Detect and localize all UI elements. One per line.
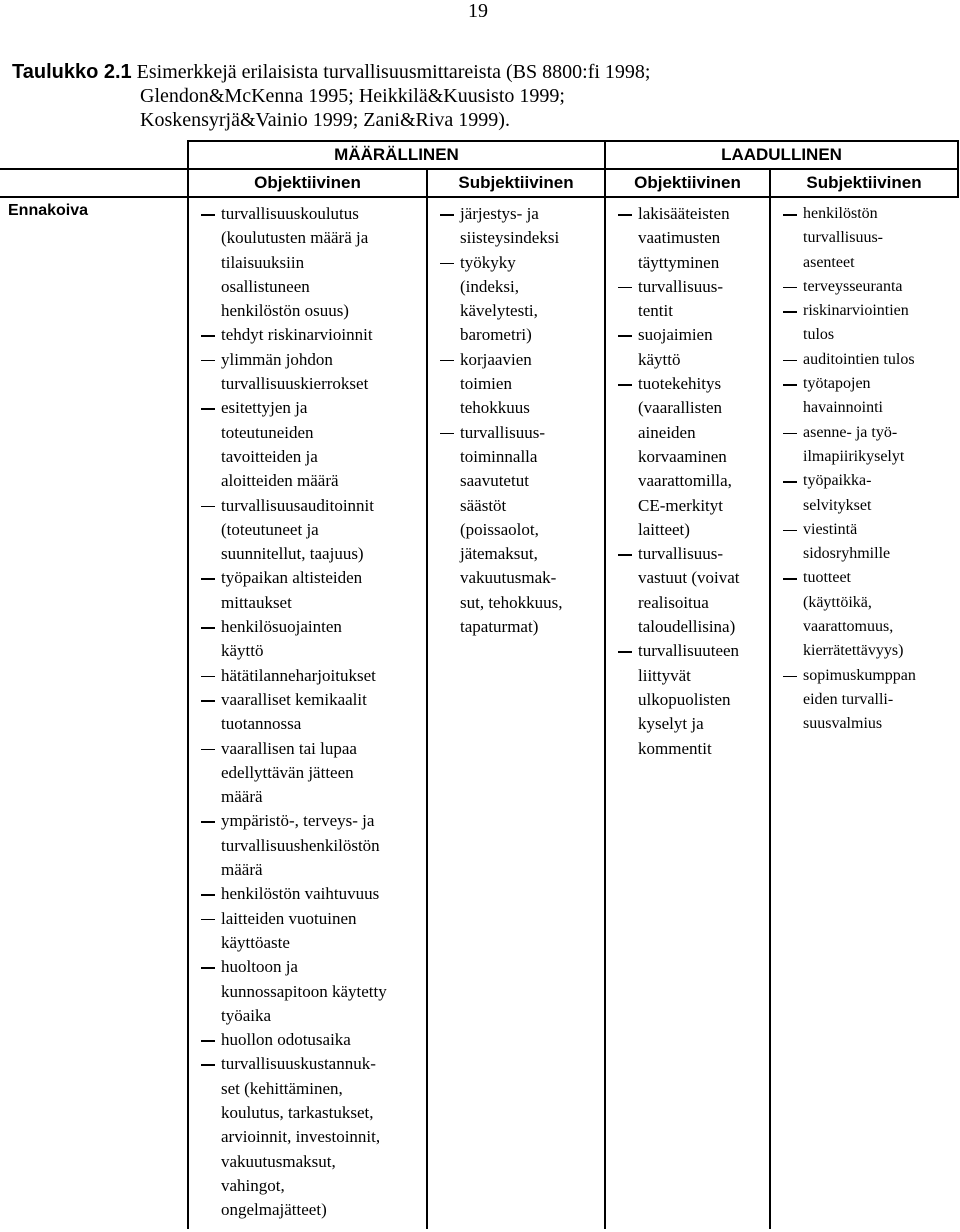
list-item-line: (käyttöikä, <box>803 593 872 611</box>
subheader-col4: Subjektiivinen <box>770 169 958 197</box>
list-item-line: henkilöstön osuus) <box>221 301 349 321</box>
list-item-line: arvioinnit, investoinnit, <box>221 1127 381 1147</box>
list-item-line: siisteysindeksi <box>460 228 560 248</box>
list-item <box>193 737 422 810</box>
cell-objective-qualitative <box>605 197 770 1229</box>
list-item <box>193 494 422 567</box>
list-item-line: vaarallisen tai lupaa <box>221 738 357 758</box>
header-maarallinen: MÄÄRÄLLINEN <box>188 141 605 169</box>
list-item <box>775 299 954 348</box>
list-item <box>610 323 765 372</box>
list-item-line: hätätilanneharjoitukset <box>221 665 376 685</box>
list-item-line: osallistuneen <box>221 276 310 296</box>
list-item-line: tavoitteiden ja <box>221 446 318 466</box>
list-item-line: ongelmajätteet) <box>221 1200 327 1220</box>
list-item <box>775 348 954 372</box>
list-item <box>775 566 954 663</box>
list-item-line: vakuutusmak- <box>460 568 557 588</box>
list-item <box>193 955 422 1028</box>
list-item-line: terveysseuranta <box>803 277 903 295</box>
caption-line-2: Glendon&McKenna 1995; Heikkilä&Kuusisto 1999; <box>140 85 565 107</box>
list-item-line: korjaavien <box>460 349 532 369</box>
list-item <box>610 542 765 639</box>
list-item <box>193 809 422 882</box>
list-item-line: määrä <box>221 787 263 807</box>
list-item <box>775 202 954 275</box>
header-empty <box>0 141 188 169</box>
list-item-line: ulkopuolisten <box>638 689 731 709</box>
list-item-line: vahingot, <box>221 1175 285 1195</box>
list-item <box>610 639 765 760</box>
list-item-line: turvallisuuskierrokset <box>221 374 369 394</box>
list-item-line: havainnointi <box>803 399 883 417</box>
list-item-line: turvallisuuskustannuk- <box>221 1054 376 1074</box>
caption-line-3: Koskensyrjä&Vainio 1999; Zani&Riva 1999). <box>140 109 510 131</box>
list-item-line: set (kehittäminen, <box>221 1078 343 1098</box>
safety-metrics-table <box>0 140 959 1229</box>
list-item-line: kunnossapitoon käytetty <box>221 981 387 1001</box>
cell-subjective-quantitative <box>427 197 605 1229</box>
list-item-line: tehokkuus <box>460 398 530 418</box>
list-item <box>193 907 422 956</box>
list-item-line: henkilöstön vaihtuvuus <box>221 884 380 904</box>
list-item-line: vaarattomilla, <box>638 471 732 491</box>
list-item-line: säästöt <box>460 495 507 515</box>
list-item-line: sidosryhmille <box>803 545 891 563</box>
list-item-line: vaarattomuus, <box>803 618 894 636</box>
list-item-line: kyselyt ja <box>638 714 704 734</box>
list-item-line: ympäristö-, terveys- ja <box>221 811 375 831</box>
list-item <box>193 615 422 664</box>
list-item <box>775 372 954 421</box>
list-item <box>432 348 600 421</box>
list-item-line: sopimuskumppan <box>803 666 916 684</box>
list-item <box>193 1028 422 1052</box>
list-item-line: koulutus, tarkastukset, <box>221 1102 374 1122</box>
list-item-line: tuotekehitys <box>638 374 722 394</box>
table-caption <box>12 60 772 132</box>
list-item <box>775 664 954 737</box>
list-item-line: henkilösuojainten <box>221 617 342 637</box>
list-item-line: työpaikan altisteiden <box>221 568 363 588</box>
list-item-line: työkyky <box>460 252 516 272</box>
list-item <box>775 469 954 518</box>
subheader-col2: Subjektiivinen <box>427 169 605 197</box>
list-item-line: kierrätettävyys) <box>803 642 904 660</box>
list-item-line: työpaikka- <box>803 472 872 490</box>
list-item-line: (vaarallisten <box>638 398 723 418</box>
list-item-line: vaaralliset kemikaalit <box>221 689 367 709</box>
list-item-line: taloudellisina) <box>638 617 736 637</box>
list-item <box>193 688 422 737</box>
list-item-line: käyttö <box>638 349 681 369</box>
caption-line-1 <box>12 60 772 84</box>
list-item-line: liittyvät <box>638 665 691 685</box>
list-item <box>193 882 422 906</box>
list-item <box>432 251 600 348</box>
list-item <box>193 323 422 347</box>
list-item-line: tulos <box>803 326 835 344</box>
list-item-line: tehdyt riskinarvioinnit <box>221 325 373 345</box>
subheader-col1: Objektiivinen <box>188 169 427 197</box>
list-item-line: turvallisuusauditoinnit <box>221 495 374 515</box>
list-item <box>775 421 954 470</box>
list-item-line: (indeksi, <box>460 276 520 296</box>
list-item-line: käyttö <box>221 641 264 661</box>
list-item-line: työtapojen <box>803 375 871 393</box>
list-item-line: toiminnalla <box>460 446 538 466</box>
list-item <box>432 421 600 640</box>
list-item <box>610 372 765 542</box>
list-item-line: turvallisuus- <box>803 229 883 247</box>
subheader-col3: Objektiivinen <box>605 169 770 197</box>
list-item-line: sut, tehokkuus, <box>460 592 563 612</box>
list-item <box>775 275 954 299</box>
list-item-line: toimien <box>460 374 512 394</box>
list-item-line: ilmapiirikyselyt <box>803 447 905 465</box>
list-item-line: täyttyminen <box>638 252 720 272</box>
list-item-line: huollon odotusaika <box>221 1030 351 1050</box>
list-item-line: barometri) <box>460 325 532 345</box>
cell-subjective-qualitative <box>770 197 958 1229</box>
subheader-empty <box>0 169 188 197</box>
list-item <box>193 202 422 323</box>
list-item <box>610 202 765 275</box>
list-item-line: henkilöstön <box>803 205 878 222</box>
list-item-line: CE-merkityt <box>638 495 723 515</box>
list-item-line: laitteiden vuotuinen <box>221 908 357 928</box>
list-item-line: aineiden <box>638 422 696 442</box>
list-item-line: selvitykset <box>803 496 872 514</box>
list-item-line: ylimmän johdon <box>221 349 333 369</box>
list-item-line: riskinarviointien <box>803 302 909 320</box>
list-item-line: eiden turvalli- <box>803 690 894 708</box>
list-item <box>193 1052 422 1222</box>
list-item-line: järjestys- ja <box>460 204 539 223</box>
list-item <box>193 348 422 397</box>
list-item-line: turvallisuuskoulutus <box>221 204 359 223</box>
list-item-line: saavutetut <box>460 471 529 491</box>
list-item-line: turvallisuushenkilöstön <box>221 835 380 855</box>
list-item <box>193 566 422 615</box>
list-item-line: (koulutusten määrä ja <box>221 228 369 248</box>
list-item-line: turvallisuus- <box>638 276 723 296</box>
list-item-line: jätemaksut, <box>460 544 538 564</box>
caption-label: Taulukko 2.1 <box>12 61 132 83</box>
list-item-line: turvallisuus- <box>638 544 723 564</box>
list-item-line: tuotteet <box>803 569 851 587</box>
list-item-line: huoltoon ja <box>221 957 298 977</box>
list-item-line: toteutuneiden <box>221 422 314 442</box>
list-item-line: esitettyjen ja <box>221 398 308 418</box>
list-item-line: asenne- ja työ- <box>803 423 898 441</box>
list-item <box>193 396 422 493</box>
list-item-line: vaatimusten <box>638 228 721 248</box>
list-item-line: turvallisuuteen <box>638 641 740 661</box>
list-item-line: laitteet) <box>638 519 690 539</box>
list-item-line: mittaukset <box>221 592 292 612</box>
sub-header-row <box>0 169 958 197</box>
list-item <box>432 202 600 251</box>
list-item-line: tentit <box>638 301 673 321</box>
list-item-line: suusvalmius <box>803 715 883 733</box>
list-item-line: tuotannossa <box>221 714 302 734</box>
list-item-line: edellyttävän jätteen <box>221 762 354 782</box>
group-header-row <box>0 141 958 169</box>
list-item-line: suunnitellut, taajuus) <box>221 544 364 564</box>
header-laadullinen: LAADULLINEN <box>605 141 958 169</box>
list-item <box>193 664 422 688</box>
row-label: Ennakoiva <box>0 197 188 1229</box>
list-item-line: vakuutusmaksut, <box>221 1151 336 1171</box>
list-item-line: vastuut (voivat <box>638 568 740 588</box>
list-item-line: tilaisuuksiin <box>221 252 305 272</box>
list-item-line: (toteutuneet ja <box>221 519 319 539</box>
page-number: 19 <box>468 0 488 22</box>
list-item-line: auditointien tulos <box>803 350 915 368</box>
list-item-line: turvallisuus- <box>460 422 545 442</box>
caption-text-1: Esimerkkejä erilaisista turvallisuusmittareista (BS 8800:fi 1998; <box>131 61 651 83</box>
list-item-line: tapaturmat) <box>460 617 539 637</box>
list-item-line: viestintä <box>803 520 858 538</box>
list-item-line: realisoitua <box>638 592 709 612</box>
list-item-line: määrä <box>221 860 263 880</box>
list-item-line: kävelytesti, <box>460 301 538 321</box>
list-item-line: suojaimien <box>638 325 713 345</box>
list-item-line: aloitteiden määrä <box>221 471 339 491</box>
list-item-line: käyttöaste <box>221 932 290 952</box>
list-item-line: korvaaminen <box>638 446 727 466</box>
list-item-line: (poissaolot, <box>460 519 539 539</box>
list-item-line: työaika <box>221 1005 272 1025</box>
list-item-line: lakisääteisten <box>638 204 730 223</box>
list-item-line: asenteet <box>803 253 855 271</box>
row-ennakoiva <box>0 197 958 1229</box>
list-item <box>775 518 954 567</box>
list-item <box>610 275 765 324</box>
cell-objective-quantitative <box>188 197 427 1229</box>
list-item-line: kommentit <box>638 738 712 758</box>
